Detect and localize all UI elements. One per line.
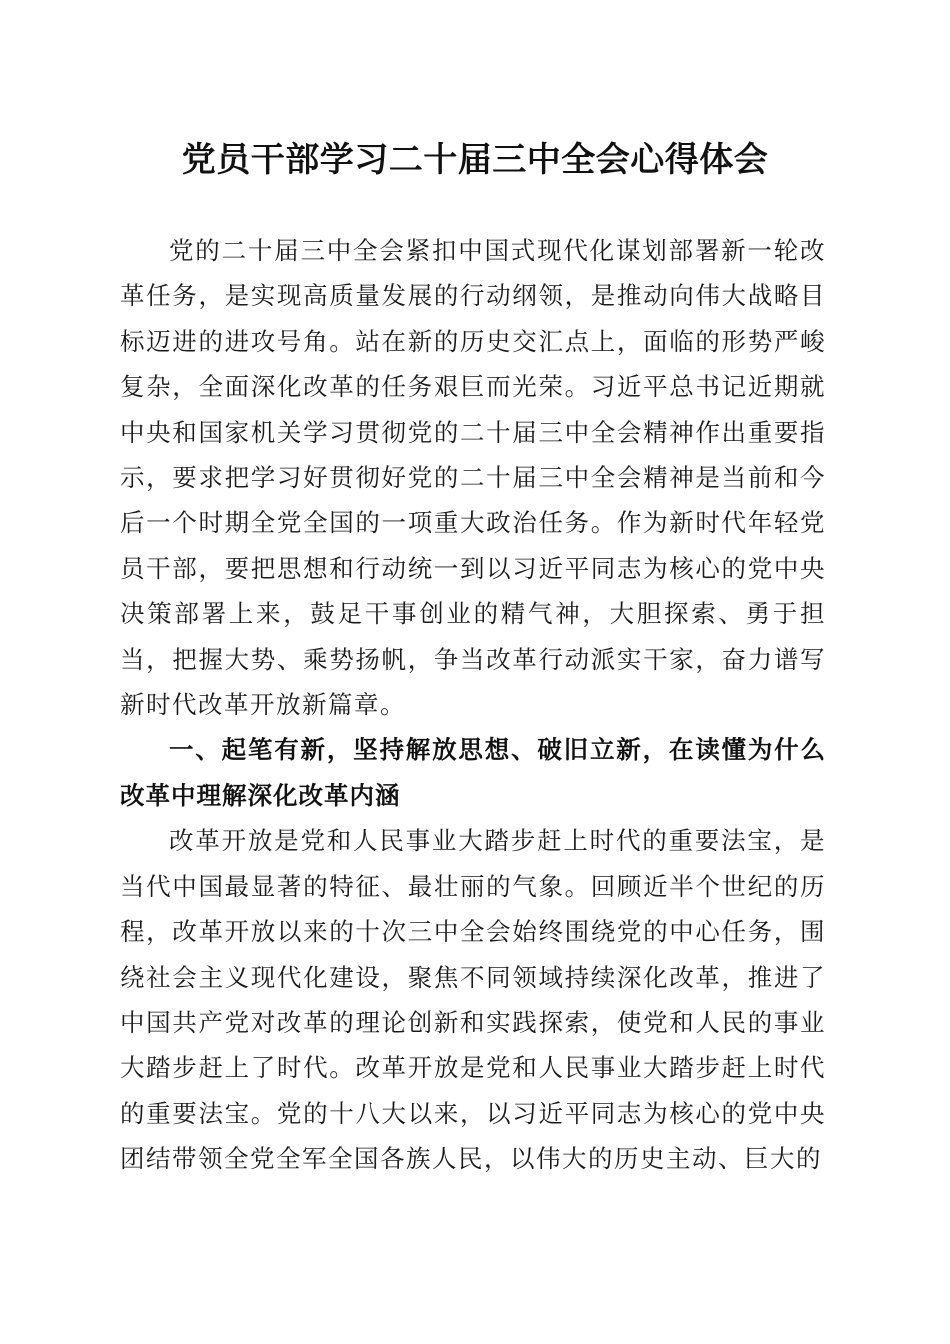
- intro-paragraph: 党的二十届三中全会紧扣中国式现代化谋划部署新一轮改革任务，是实现高质量发展的行动纲领，是推动向伟大战略目标迈进的进攻号角。站在新的历史交汇点上，面临的形势严峻复杂，全面深化改革的任务艰巨而光荣。习近平总书记近期就中央和国家机关学习贯彻党的二十届三中全会精神作出重要指示，要求把学习好贯彻好党的二十届三中全会精神是当前和今后一个时期全党全国的一项重大政治任务。作为新时代年轻党员干部，要把思想和行动统一到以习近平同志为核心的党中央决策部署上来，鼓足干事创业的精气神，大胆探索、勇于担当，把握大势、乘势扬帆，争当改革行动派实干家，奋力谱写新时代改革开放新篇章。: [120, 236, 826, 720]
- document-body: [120, 228, 826, 1182]
- section-heading-1: 一、起笔有新，坚持解放思想、破旧立新，在读懂为什么改革中理解深化改革内涵: [120, 735, 826, 810]
- section-1-paragraph: 改革开放是党和人民事业大踏步赶上时代的重要法宝，是当代中国最显著的特征、最壮丽的气象。回顾近半个世纪的历程，改革开放以来的十次三中全会始终围绕党的中心任务，围绕社会主义现代化建设，聚焦不同领域持续深化改革，推进了中国共产党对改革的理论创新和实践探索，使党和人民的事业大踏步赶上了时代。改革开放是党和人民事业大踏步赶上时代的重要法宝。党的十八大以来，以习近平同志为核心的党中央团结带领全党全军全国各族人民，以伟大的历史主动、巨大的: [120, 826, 826, 1174]
- document-title: 党员干部学习二十届三中全会心得体会: [181, 140, 769, 180]
